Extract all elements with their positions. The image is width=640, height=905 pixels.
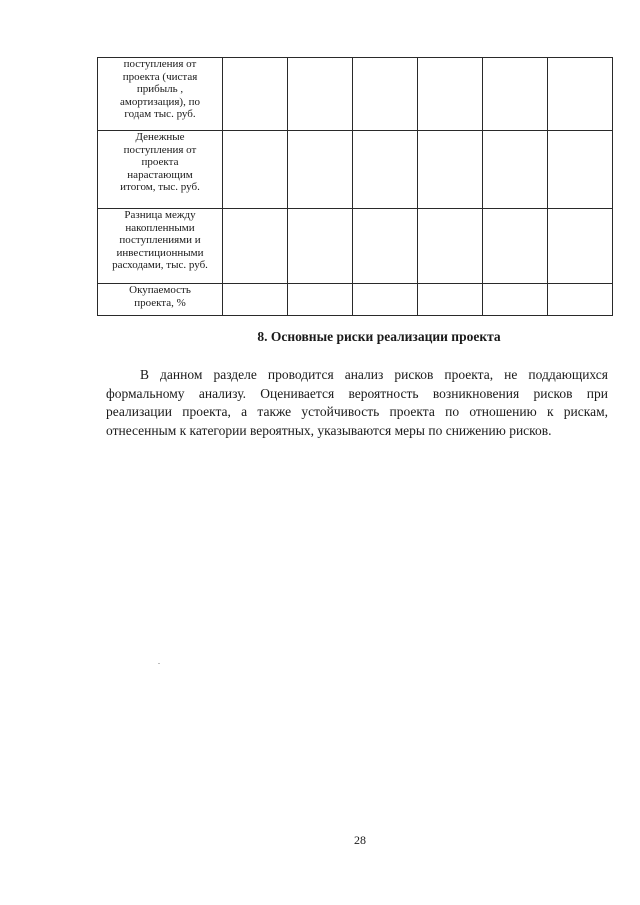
table-cell (548, 209, 613, 284)
table-row (98, 131, 613, 209)
table-cell (353, 131, 418, 209)
table-cell (548, 58, 613, 131)
table-cell (418, 284, 483, 316)
scan-speck (158, 663, 160, 664)
table-cell (353, 284, 418, 316)
table-row (98, 284, 613, 316)
table-cell (353, 209, 418, 284)
table-cell (353, 58, 418, 131)
table-cell (223, 209, 288, 284)
table-cell (548, 284, 613, 316)
row-label: Денежные поступления от проекта нарастающим итогом, тыс. руб. (98, 131, 223, 209)
table-cell (483, 131, 548, 209)
section-paragraph: В данном разделе проводится анализ рисков проекта, не поддающихся формальному анализу. Оценивается вероятность возникновения рисков при реализации проекта, а также устойчивость проекта по отношению к рискам, отнесенным к категории вероятных, указываются меры по снижению рисков. (106, 367, 608, 438)
table-cell (223, 58, 288, 131)
table-cell (223, 131, 288, 209)
table-cell (418, 131, 483, 209)
table-cell (483, 58, 548, 131)
table-cell (288, 209, 353, 284)
table-cell (548, 131, 613, 209)
table-row (98, 58, 613, 131)
row-label: поступления от проекта (чистая прибыль , амортизация), по годам тыс. руб. (98, 58, 223, 131)
table-cell (288, 131, 353, 209)
table-cell (288, 58, 353, 131)
table-cell (418, 209, 483, 284)
table-cell (483, 284, 548, 316)
row-label: Окупаемость проекта, % (98, 284, 223, 316)
table-cell (418, 58, 483, 131)
table-cell (223, 284, 288, 316)
row-label: Разница между накопленными поступлениями и инвестиционными расходами, тыс. руб. (98, 209, 223, 284)
table-cell (288, 284, 353, 316)
payback-table (97, 57, 613, 316)
page-number: 28 (354, 833, 366, 847)
table-cell (483, 209, 548, 284)
section-heading: 8. Основные риски реализации проекта (257, 329, 501, 344)
table-row (98, 209, 613, 284)
